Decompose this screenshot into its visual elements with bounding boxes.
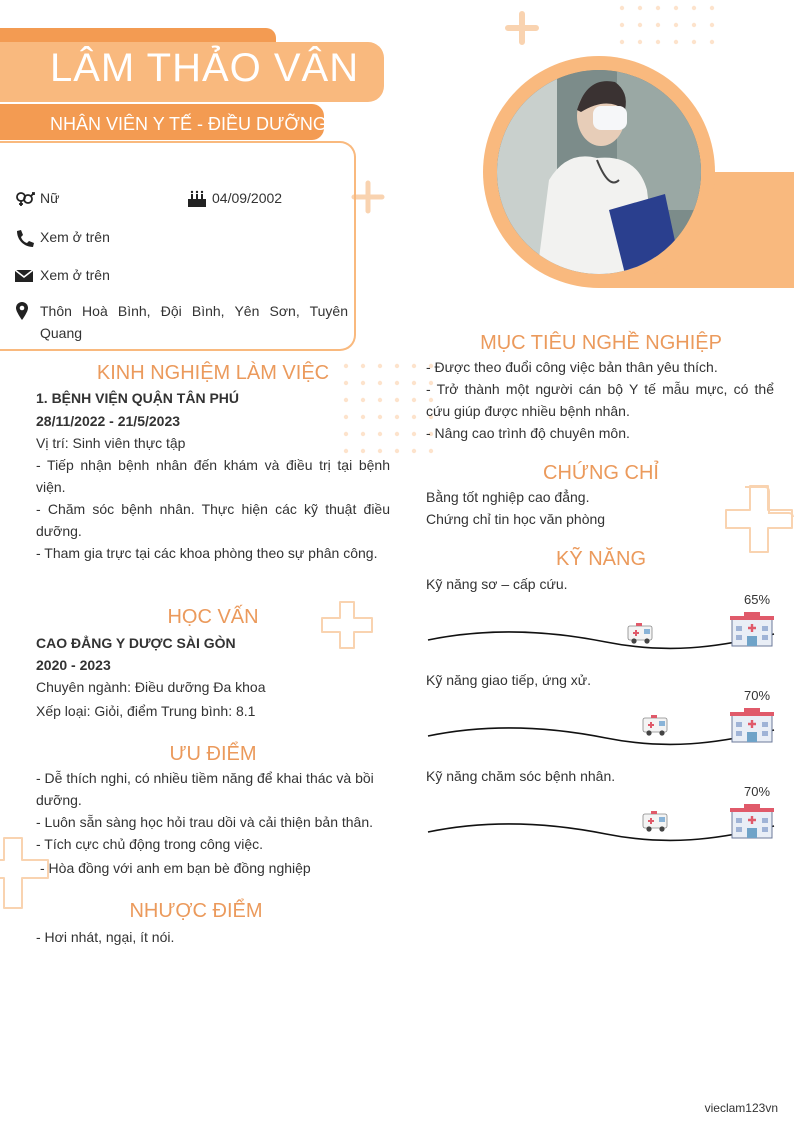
decorative-dot <box>395 415 399 419</box>
education-period: 2020 - 2023 <box>36 657 111 673</box>
weaknesses-title: NHƯỢC ĐIỂM <box>129 900 263 922</box>
hospital-icon <box>730 612 774 646</box>
footer-brand: vieclam123vn <box>704 1101 778 1115</box>
nurse-photo-illustration <box>497 70 701 274</box>
objective-item: - Được theo đuổi công việc bản thân yêu thích. <box>426 359 718 375</box>
decorative-dot <box>674 40 678 44</box>
objective-title: MỤC TIÊU NGHỀ NGHIỆP <box>480 332 722 354</box>
skills-title: KỸ NĂNG <box>555 548 647 570</box>
decorative-dot <box>429 449 433 453</box>
education-grade: Xếp loại: Giỏi, điểm Trung bình: 8.1 <box>36 703 256 719</box>
experience-duty: - Chăm sóc bệnh nhân. Thực hiện các kỹ thuật điều dưỡng. <box>36 501 390 539</box>
decorative-dot <box>692 6 696 10</box>
decorative-dot <box>692 23 696 27</box>
strengths-title: ƯU ĐIỂM <box>169 743 257 765</box>
decorative-dot <box>674 23 678 27</box>
decorative-dot <box>412 415 416 419</box>
decorative-dot <box>656 23 660 27</box>
decorative-dot <box>412 364 416 368</box>
experience-position: Vị trí: Sinh viên thực tập <box>36 435 186 451</box>
skill-progress-track <box>426 708 776 758</box>
strength-item: - Luôn sẵn sàng học hỏi trau dồi và cải thiện bản thân. <box>36 814 374 830</box>
education-title: HỌC VẤN <box>167 606 259 628</box>
experience-duty: - Tiếp nhận bệnh nhân đến khám và điều trị tại bệnh viện. <box>36 457 390 495</box>
decorative-dot <box>692 40 696 44</box>
ambulance-icon <box>643 715 667 736</box>
candidate-name: LÂM THẢO VÂN <box>50 46 360 90</box>
decorative-dot <box>638 23 642 27</box>
decorative-dot <box>395 381 399 385</box>
address-row <box>14 300 348 344</box>
hospital-icon <box>730 708 774 742</box>
decorative-dot <box>412 398 416 402</box>
skill-label: Kỹ năng giao tiếp, ứng xử. <box>426 672 592 688</box>
certificate-item: Chứng chỉ tin học văn phòng <box>426 511 606 527</box>
skill-percent: 70% <box>744 784 771 799</box>
strength-item: - Dễ thích nghi, có nhiều tiềm năng để khai thác và bồi dưỡng. <box>36 770 374 808</box>
email-row <box>14 267 314 285</box>
decorative-dot <box>638 40 642 44</box>
certificate-item: Bằng tốt nghiệp cao đẳng. <box>426 489 590 505</box>
decorative-dot <box>710 6 714 10</box>
objective-item: - Trở thành một người cán bộ Y tế mẫu mực, có thể cứu giúp được nhiều bệnh nhân. <box>426 381 774 419</box>
decorative-dot <box>412 449 416 453</box>
decorative-dot <box>412 381 416 385</box>
skill-label: Kỹ năng sơ – cấp cứu. <box>426 576 568 592</box>
phone-icon <box>14 229 36 247</box>
decorative-dot <box>710 40 714 44</box>
skill-percent: 70% <box>744 688 771 703</box>
decorative-dot <box>620 40 624 44</box>
gender-icon <box>14 190 36 208</box>
decorative-dot <box>620 6 624 10</box>
profile-photo <box>497 70 701 274</box>
strength-item: - Hòa đồng với anh em bạn bè đồng nghiệp <box>40 860 311 876</box>
experience-duty: - Tham gia trực tại các khoa phòng theo sự phân công. <box>36 545 378 561</box>
ambulance-icon <box>643 811 667 832</box>
decorative-dot <box>395 364 399 368</box>
address-value: Thôn Hoà Bình, Đội Bình, Yên Sơn, Tuyên Quang <box>40 303 348 341</box>
decorative-dot <box>638 6 642 10</box>
decorative-dot <box>395 432 399 436</box>
birthday-row <box>186 190 346 208</box>
envelope-icon <box>14 267 36 285</box>
gender-value: Nữ <box>40 190 60 206</box>
skill-progress-track <box>426 612 776 662</box>
birthday-cake-icon <box>186 190 208 208</box>
objective-item: - Nâng cao trình độ chuyên môn. <box>426 425 630 441</box>
gender-row <box>14 190 174 208</box>
decorative-dot <box>395 398 399 402</box>
education-major: Chuyên ngành: Điều dưỡng Đa khoa <box>36 679 266 695</box>
ambulance-icon <box>628 623 652 644</box>
hospital-icon <box>730 804 774 838</box>
decorative-dot <box>656 40 660 44</box>
strength-item: - Tích cực chủ động trong công việc. <box>36 836 264 852</box>
skill-progress-track <box>426 804 776 854</box>
decorative-dot <box>412 432 416 436</box>
experience-period: 28/11/2022 - 21/5/2023 <box>36 413 181 429</box>
decorative-dot <box>674 6 678 10</box>
decorative-dot <box>710 23 714 27</box>
candidate-role: NHÂN VIÊN Y TẾ - ĐIỀU DƯỠNG <box>50 114 327 134</box>
email-value: Xem ở trên <box>40 267 110 283</box>
certificates-title: CHỨNG CHỈ <box>543 462 659 484</box>
weakness-item: - Hơi nhát, ngại, ít nói. <box>36 929 175 945</box>
phone-row <box>14 229 314 247</box>
experience-title: KINH NGHIỆM LÀM VIỆC <box>96 362 330 384</box>
decorative-dot <box>395 449 399 453</box>
education-school: CAO ĐẲNG Y DƯỢC SÀI GÒN <box>36 635 236 651</box>
location-pin-icon <box>14 302 36 320</box>
decorative-dot <box>656 6 660 10</box>
decorative-dot <box>620 23 624 27</box>
skill-label: Kỹ năng chăm sóc bệnh nhân. <box>426 768 616 784</box>
experience-company: 1. BỆNH VIỆN QUẬN TÂN PHÚ <box>36 390 240 406</box>
birthday-value: 04/09/2002 <box>212 190 283 206</box>
skill-percent: 65% <box>744 592 771 607</box>
phone-value: Xem ở trên <box>40 229 110 245</box>
